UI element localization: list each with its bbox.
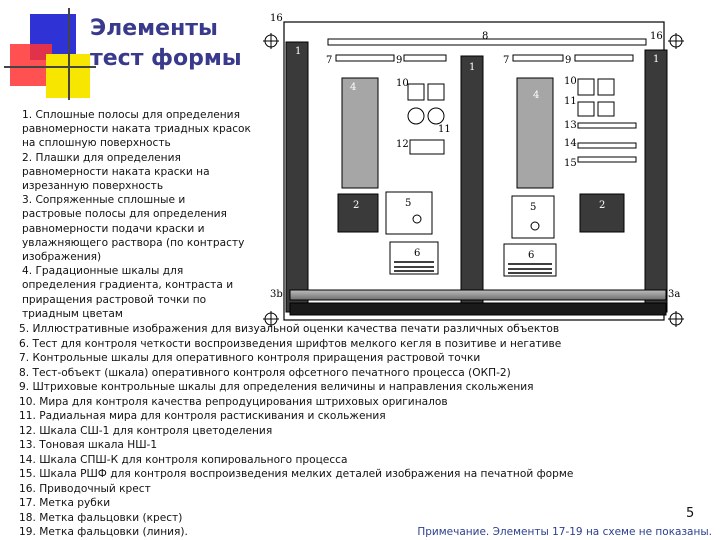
description-line: 2. Плашки для определения xyxy=(22,151,181,164)
label-13: 13 xyxy=(564,120,577,131)
description-line: определения градиента, контраста и xyxy=(22,279,234,292)
title-line-2: тест формы xyxy=(90,46,242,71)
description-line: изрезанную поверхность xyxy=(22,180,164,193)
page-title xyxy=(90,14,242,74)
list-item: 9. Штриховые контрольные шкалы для определения величины и направления скольжения xyxy=(19,381,534,393)
label-1: 1 xyxy=(295,46,302,57)
element-7-scale-left xyxy=(336,55,394,61)
element-10-target xyxy=(598,79,614,95)
description-line: 3. Сопряженные сплошные и xyxy=(22,194,186,207)
list-item: 18. Метка фальцовки (крест) xyxy=(19,511,183,524)
list-item: 13. Тоновая шкала НШ-1 xyxy=(19,439,158,451)
label-11: 11 xyxy=(564,96,577,107)
label-4: 4 xyxy=(533,90,540,101)
label-5: 5 xyxy=(405,198,412,209)
element-11-radial-target xyxy=(428,108,444,124)
label-3a: 3a xyxy=(668,289,681,300)
description-line: 1. Сплошные полосы для определения xyxy=(22,109,240,121)
element-4-scale-left xyxy=(342,78,378,188)
label-12: 12 xyxy=(396,139,409,150)
test-form-diagram xyxy=(262,12,686,332)
elements-list xyxy=(19,322,699,540)
element-1-bar-right xyxy=(645,50,667,312)
footnote: Примечание. Элементы 17-19 на схеме не показаны. xyxy=(417,526,712,538)
label-4: 4 xyxy=(350,82,357,93)
element-11-target xyxy=(598,102,614,116)
label-10: 10 xyxy=(564,76,577,87)
description-line: триадным цветам xyxy=(22,307,123,320)
logo-horizontal-line xyxy=(4,66,96,68)
description-line: на сплошную поверхность xyxy=(22,137,171,150)
element-11-radial-target xyxy=(408,108,424,124)
list-item: 14. Шкала СПШ-К для контроля копировального процесса xyxy=(19,453,348,466)
label-1: 1 xyxy=(653,54,660,65)
element-1-bar-left xyxy=(286,42,308,312)
element-10-target xyxy=(428,84,444,100)
label-14: 14 xyxy=(564,138,577,149)
label-1: 1 xyxy=(469,62,476,73)
list-item: 19. Метка фальцовки (линия). xyxy=(19,526,188,538)
description-line: 4. Градационные шкалы для xyxy=(22,265,184,278)
element-14-scale xyxy=(578,143,636,148)
element-1-bar-middle xyxy=(461,56,483,312)
description-line: равномерности наката краски на xyxy=(22,165,210,178)
list-item: 16. Приводочный крест xyxy=(19,482,151,495)
list-item: 5. Иллюстративные изображения для визуальной оценки качества печати различных объектов xyxy=(19,323,560,335)
label-2: 2 xyxy=(353,200,360,211)
label-2: 2 xyxy=(599,200,606,211)
label-11: 11 xyxy=(438,124,451,135)
decorative-logo xyxy=(10,14,98,100)
element-7-scale-right xyxy=(513,55,563,61)
element-10-target xyxy=(578,79,594,95)
list-item: 15. Шкала РШФ для контроля воспроизведения мелких деталей изображения на печатной форме xyxy=(19,468,574,480)
label-16-top: 16 xyxy=(270,13,283,24)
label-15: 15 xyxy=(564,158,577,169)
description-line: приращения растровой точки по xyxy=(22,293,207,306)
description-line: равномерности подачи краски и xyxy=(22,222,205,235)
label-8: 8 xyxy=(482,31,489,42)
label-3b: 3b xyxy=(270,289,283,300)
description-line: увлажняющего раствора (по контрасту xyxy=(22,236,245,249)
label-6: 6 xyxy=(528,250,535,261)
list-item: 10. Мира для контроля качества репродуцирования штриховых оригиналов xyxy=(19,395,448,408)
description-line: растровые полосы для определения xyxy=(22,208,227,221)
element-3-bar xyxy=(290,290,666,300)
label-9: 9 xyxy=(396,55,403,66)
list-item: 6. Тест для контроля четкости воспроизведения шрифтов мелкого кегля в позитиве и негативе xyxy=(19,337,562,350)
list-item: 12. Шкала СШ-1 для контроля цветоделения xyxy=(19,424,273,437)
element-15-scale xyxy=(578,157,636,162)
list-item: 17. Метка рубки xyxy=(19,497,111,509)
page-number: 5 xyxy=(686,506,695,521)
label-9: 9 xyxy=(565,55,572,66)
title-line-1: Элементы xyxy=(90,16,218,41)
element-9-scale-left xyxy=(404,55,446,61)
description-block xyxy=(22,108,262,321)
list-item: 8. Тест-объект (шкала) оперативного контроля офсетного печатного процесса (ОКП-2) xyxy=(19,366,511,379)
element-12-scale xyxy=(410,140,444,154)
registration-cross-icon xyxy=(263,33,279,49)
list-item: 11. Радиальная мира для контроля растискивания и скольжения xyxy=(19,410,386,422)
description-line: изображения) xyxy=(22,251,102,264)
element-13-scale xyxy=(578,123,636,128)
label-16-right: 16 xyxy=(650,31,663,42)
element-3-solid-bar xyxy=(290,303,666,315)
element-11-target xyxy=(578,102,594,116)
label-10: 10 xyxy=(396,78,409,89)
description-line: равномерности наката триадных красок xyxy=(22,123,251,136)
registration-cross-icon xyxy=(668,33,684,49)
element-10-target xyxy=(408,84,424,100)
label-7: 7 xyxy=(326,55,333,66)
element-9-scale-right xyxy=(575,55,633,61)
label-6: 6 xyxy=(414,248,421,259)
logo-vertical-line xyxy=(68,8,70,100)
list-item: 7. Контрольные шкалы для оперативного контроля приращения растровой точки xyxy=(19,352,481,364)
label-5: 5 xyxy=(530,202,537,213)
label-7: 7 xyxy=(503,55,510,66)
